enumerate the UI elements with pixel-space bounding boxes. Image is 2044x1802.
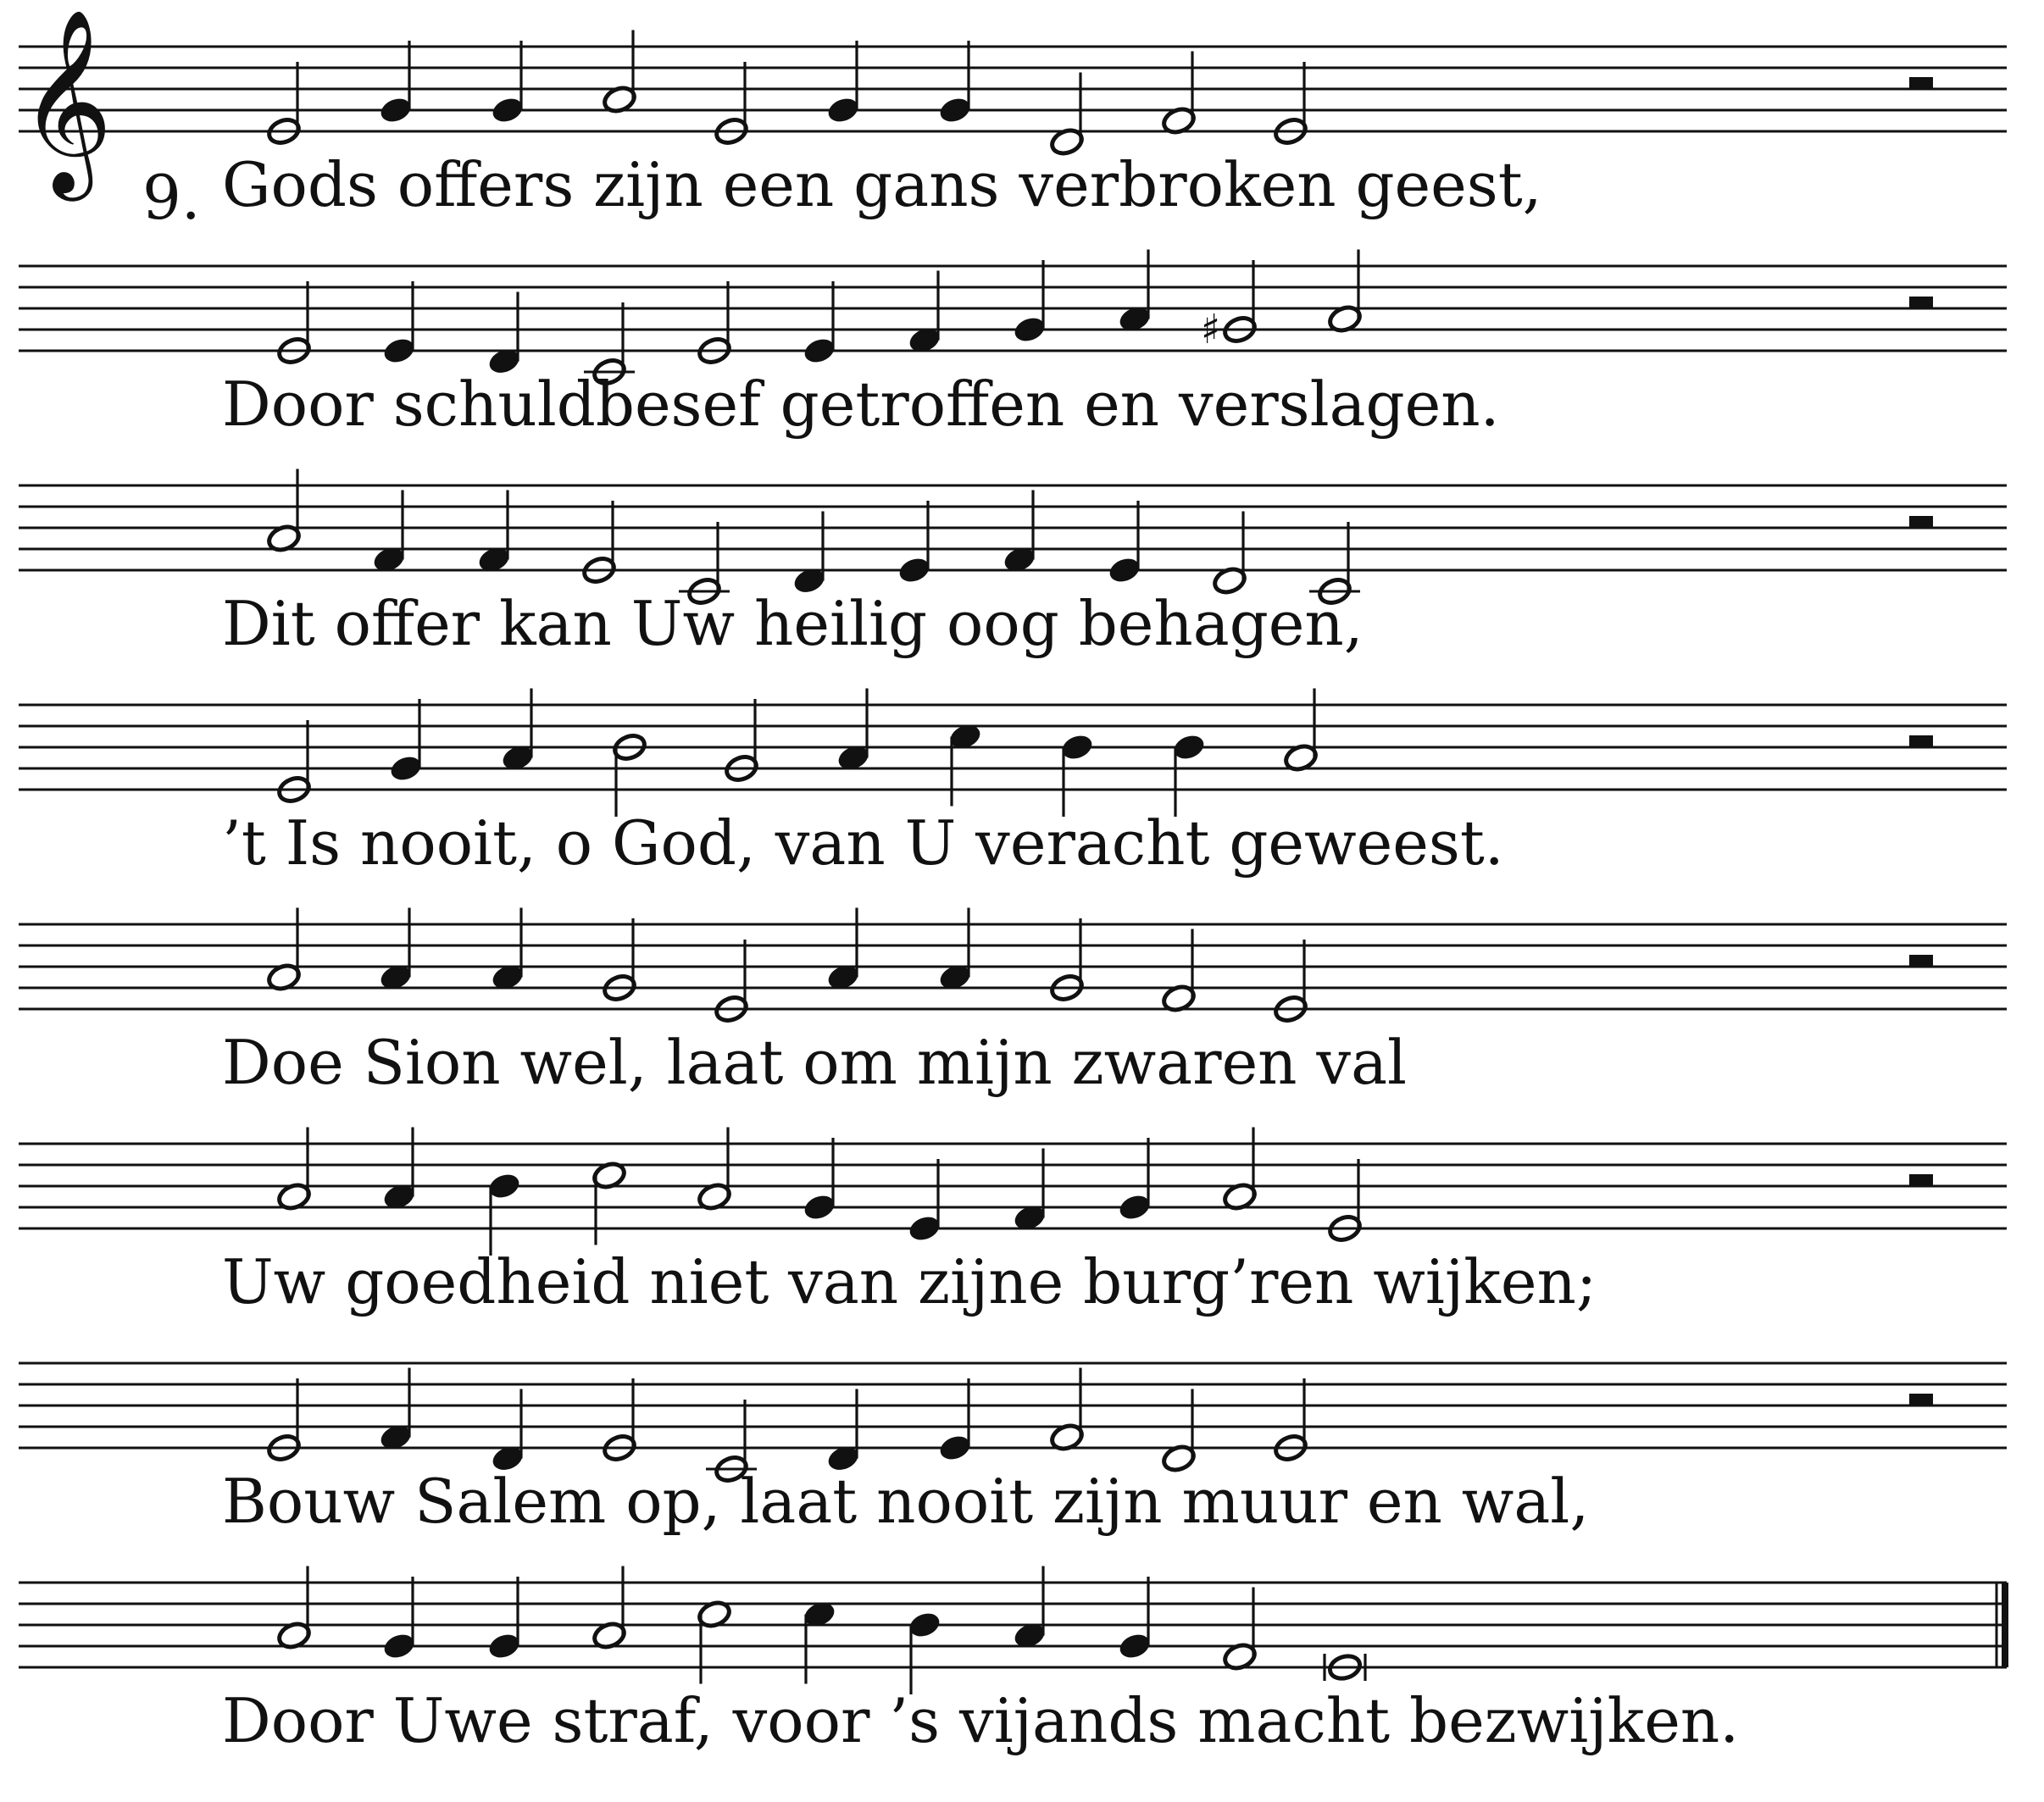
note: [1222, 1128, 1258, 1212]
note: [490, 41, 526, 125]
note: [592, 1566, 628, 1651]
note: [1002, 491, 1038, 575]
note: [1161, 52, 1197, 136]
sharp-icon: ♯: [1201, 306, 1221, 353]
note: [266, 908, 303, 993]
note: [1117, 1577, 1153, 1661]
note: [836, 689, 872, 773]
note: [1222, 1588, 1258, 1672]
note: [947, 721, 984, 806]
note: [907, 1159, 943, 1244]
note: [276, 1128, 313, 1212]
note: [266, 62, 303, 147]
note: [490, 908, 526, 993]
note: [802, 1138, 838, 1223]
note: [1107, 501, 1143, 585]
half-rest-icon: [1909, 1174, 1933, 1186]
half-rest-icon: [1909, 77, 1933, 89]
lyric-line: Uw goedheid niet van zijne burg’ren wijken;: [222, 1246, 1597, 1317]
staff-system: [19, 908, 2007, 1099]
note: [937, 908, 974, 993]
note: [825, 908, 862, 993]
half-rest-icon: [1909, 735, 1933, 747]
note: [714, 62, 750, 147]
note: [388, 699, 425, 784]
note: [907, 1610, 943, 1694]
note: [1327, 1159, 1364, 1244]
note: [697, 1128, 733, 1212]
note: [1273, 62, 1309, 147]
note: [1273, 940, 1309, 1024]
note: [1283, 689, 1319, 773]
note: [371, 491, 408, 575]
note: [381, 1128, 418, 1212]
staff-system: [19, 469, 2007, 660]
lyric-line: Doe Sion wel, laat om mijn zwaren val: [222, 1027, 1408, 1098]
lyric-line: Bouw Salem op, laat nooit zijn muur en wal,: [222, 1466, 1590, 1537]
note: [1012, 1149, 1048, 1234]
note: [381, 1577, 418, 1661]
note: [276, 720, 313, 805]
note: [381, 281, 418, 366]
note: [378, 908, 414, 993]
note: [266, 469, 303, 554]
note: [486, 1171, 523, 1256]
note: [1049, 918, 1086, 1003]
note: [1273, 1378, 1309, 1463]
lyric-line: ’t Is nooit, o God, van U veracht geweest.: [222, 807, 1504, 879]
note: [1117, 1138, 1153, 1223]
note: [276, 1566, 313, 1651]
note: [581, 501, 618, 585]
note: [697, 1599, 733, 1683]
half-rest-icon: [1909, 516, 1933, 528]
note: [825, 41, 862, 125]
lyric-line: Dit offer kan Uw heilig oog behagen,: [222, 588, 1364, 659]
half-rest-icon: [1909, 955, 1933, 967]
note: [1161, 1389, 1197, 1474]
note: [724, 699, 760, 784]
note: [1012, 260, 1048, 345]
note: [1212, 512, 1248, 596]
staff-system: [19, 689, 2007, 879]
note: [486, 1577, 523, 1661]
note: [802, 1599, 838, 1683]
staff-system: [19, 1128, 2007, 1318]
verse-number: 9.: [142, 162, 201, 233]
staff-system: [19, 250, 2007, 441]
note: [490, 1389, 526, 1474]
note: [802, 281, 838, 366]
note: [1201, 260, 1258, 353]
lyric-line: Door Uwe straf, voor ’s vijands macht bezwijken.: [222, 1685, 1740, 1756]
note: [612, 732, 648, 817]
note: [1049, 1368, 1086, 1453]
note: [825, 1389, 862, 1474]
note: [1012, 1566, 1048, 1651]
treble-clef-icon: 𝄞: [19, 8, 114, 193]
note: [714, 940, 750, 1024]
staff-system: [19, 1363, 2007, 1537]
note: [592, 1160, 628, 1245]
note: [378, 1368, 414, 1453]
half-rest-icon: [1909, 297, 1933, 308]
lyric-line: Gods offers zijn een gans verbroken geest,: [222, 149, 1542, 220]
note: [937, 41, 974, 125]
note: [1171, 732, 1208, 817]
note: [276, 281, 313, 366]
note: [378, 41, 414, 125]
note: [1059, 732, 1096, 817]
final-barline-thick: [2002, 1583, 2008, 1667]
note: [791, 512, 828, 596]
half-rest-icon: [1909, 1394, 1933, 1406]
systems: [19, 8, 2008, 1756]
note: [476, 491, 513, 575]
note: [1049, 73, 1086, 158]
note: [602, 30, 638, 115]
staff-system: [19, 8, 2007, 220]
staff-system: [19, 1566, 2008, 1757]
note: [897, 501, 933, 585]
note: [500, 689, 536, 773]
note: [907, 271, 943, 356]
note: [486, 292, 523, 377]
lyric-line: Door schuldbesef getroffen en verslagen.: [222, 369, 1500, 440]
note: [697, 281, 733, 366]
note: [937, 1378, 974, 1463]
note: [1161, 929, 1197, 1014]
note: [602, 1378, 638, 1463]
note: [602, 918, 638, 1003]
note: [1327, 250, 1364, 335]
note: [266, 1378, 303, 1463]
note: [1117, 250, 1153, 335]
